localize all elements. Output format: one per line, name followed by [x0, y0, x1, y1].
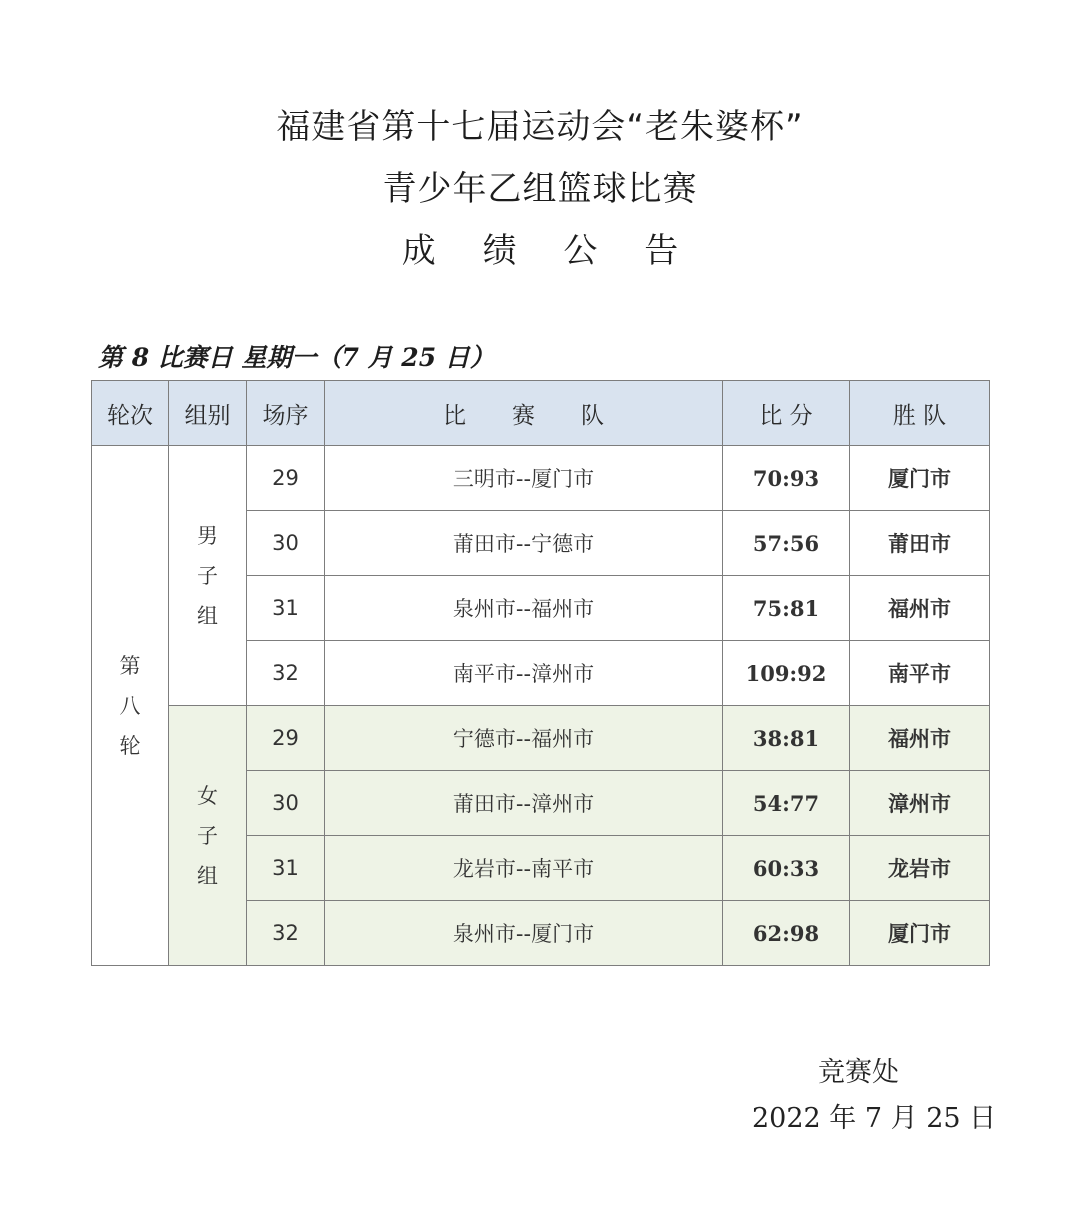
score-cell: 60:33 — [723, 836, 850, 901]
seq-cell: 32 — [247, 641, 325, 706]
group-cell-women: 女 子 组 — [169, 706, 247, 966]
winner-cell: 厦门市 — [850, 446, 990, 511]
score-cell: 57:56 — [723, 511, 850, 576]
round-cell: 第 八 轮 — [92, 446, 169, 966]
header-seq: 场序 — [247, 381, 325, 446]
header-group: 组别 — [169, 381, 247, 446]
teams-cell: 泉州市--厦门市 — [325, 901, 723, 966]
seq-cell: 29 — [247, 706, 325, 771]
winner-cell: 漳州市 — [850, 771, 990, 836]
score-cell: 75:81 — [723, 576, 850, 641]
teams-cell: 莆田市--宁德市 — [325, 511, 723, 576]
winner-cell: 南平市 — [850, 641, 990, 706]
winner-cell: 厦门市 — [850, 901, 990, 966]
seq-cell: 31 — [247, 836, 325, 901]
issuing-office: 竞赛处 — [818, 1057, 899, 1088]
seq-cell: 29 — [247, 446, 325, 511]
title-line-3: 成 绩 公 告 — [401, 231, 697, 271]
score-cell: 70:93 — [723, 446, 850, 511]
match-day-heading: 第 8 比赛日 星期一（7 月 25 日） — [98, 343, 495, 372]
teams-cell: 龙岩市--南平市 — [325, 836, 723, 901]
seq-cell: 31 — [247, 576, 325, 641]
seq-cell: 30 — [247, 771, 325, 836]
issue-date: 2022 年 7 月 25 日 — [752, 1103, 997, 1134]
winner-cell: 龙岩市 — [850, 836, 990, 901]
score-cell: 38:81 — [723, 706, 850, 771]
seq-cell: 30 — [247, 511, 325, 576]
teams-cell: 宁德市--福州市 — [325, 706, 723, 771]
teams-cell: 南平市--漳州市 — [325, 641, 723, 706]
teams-cell: 泉州市--福州市 — [325, 576, 723, 641]
score-cell: 109:92 — [723, 641, 850, 706]
header-teams: 比 赛 队 — [325, 381, 723, 446]
seq-cell: 32 — [247, 901, 325, 966]
group-cell-men: 男 子 组 — [169, 446, 247, 706]
title-line-1: 福建省第十七届运动会“老朱婆杯” — [276, 107, 804, 147]
title-line-2: 青少年乙组篮球比赛 — [382, 169, 698, 209]
header-score: 比 分 — [723, 381, 850, 446]
header-winner: 胜 队 — [850, 381, 990, 446]
score-cell: 54:77 — [723, 771, 850, 836]
score-cell: 62:98 — [723, 901, 850, 966]
announcement-title — [0, 96, 1080, 282]
winner-cell: 莆田市 — [850, 511, 990, 576]
header-round: 轮次 — [92, 381, 169, 446]
table-row — [92, 706, 990, 771]
results-table — [91, 380, 990, 966]
winner-cell: 福州市 — [850, 706, 990, 771]
table-row — [92, 446, 990, 511]
table-header-row — [92, 381, 990, 446]
teams-cell: 三明市--厦门市 — [325, 446, 723, 511]
teams-cell: 莆田市--漳州市 — [325, 771, 723, 836]
winner-cell: 福州市 — [850, 576, 990, 641]
